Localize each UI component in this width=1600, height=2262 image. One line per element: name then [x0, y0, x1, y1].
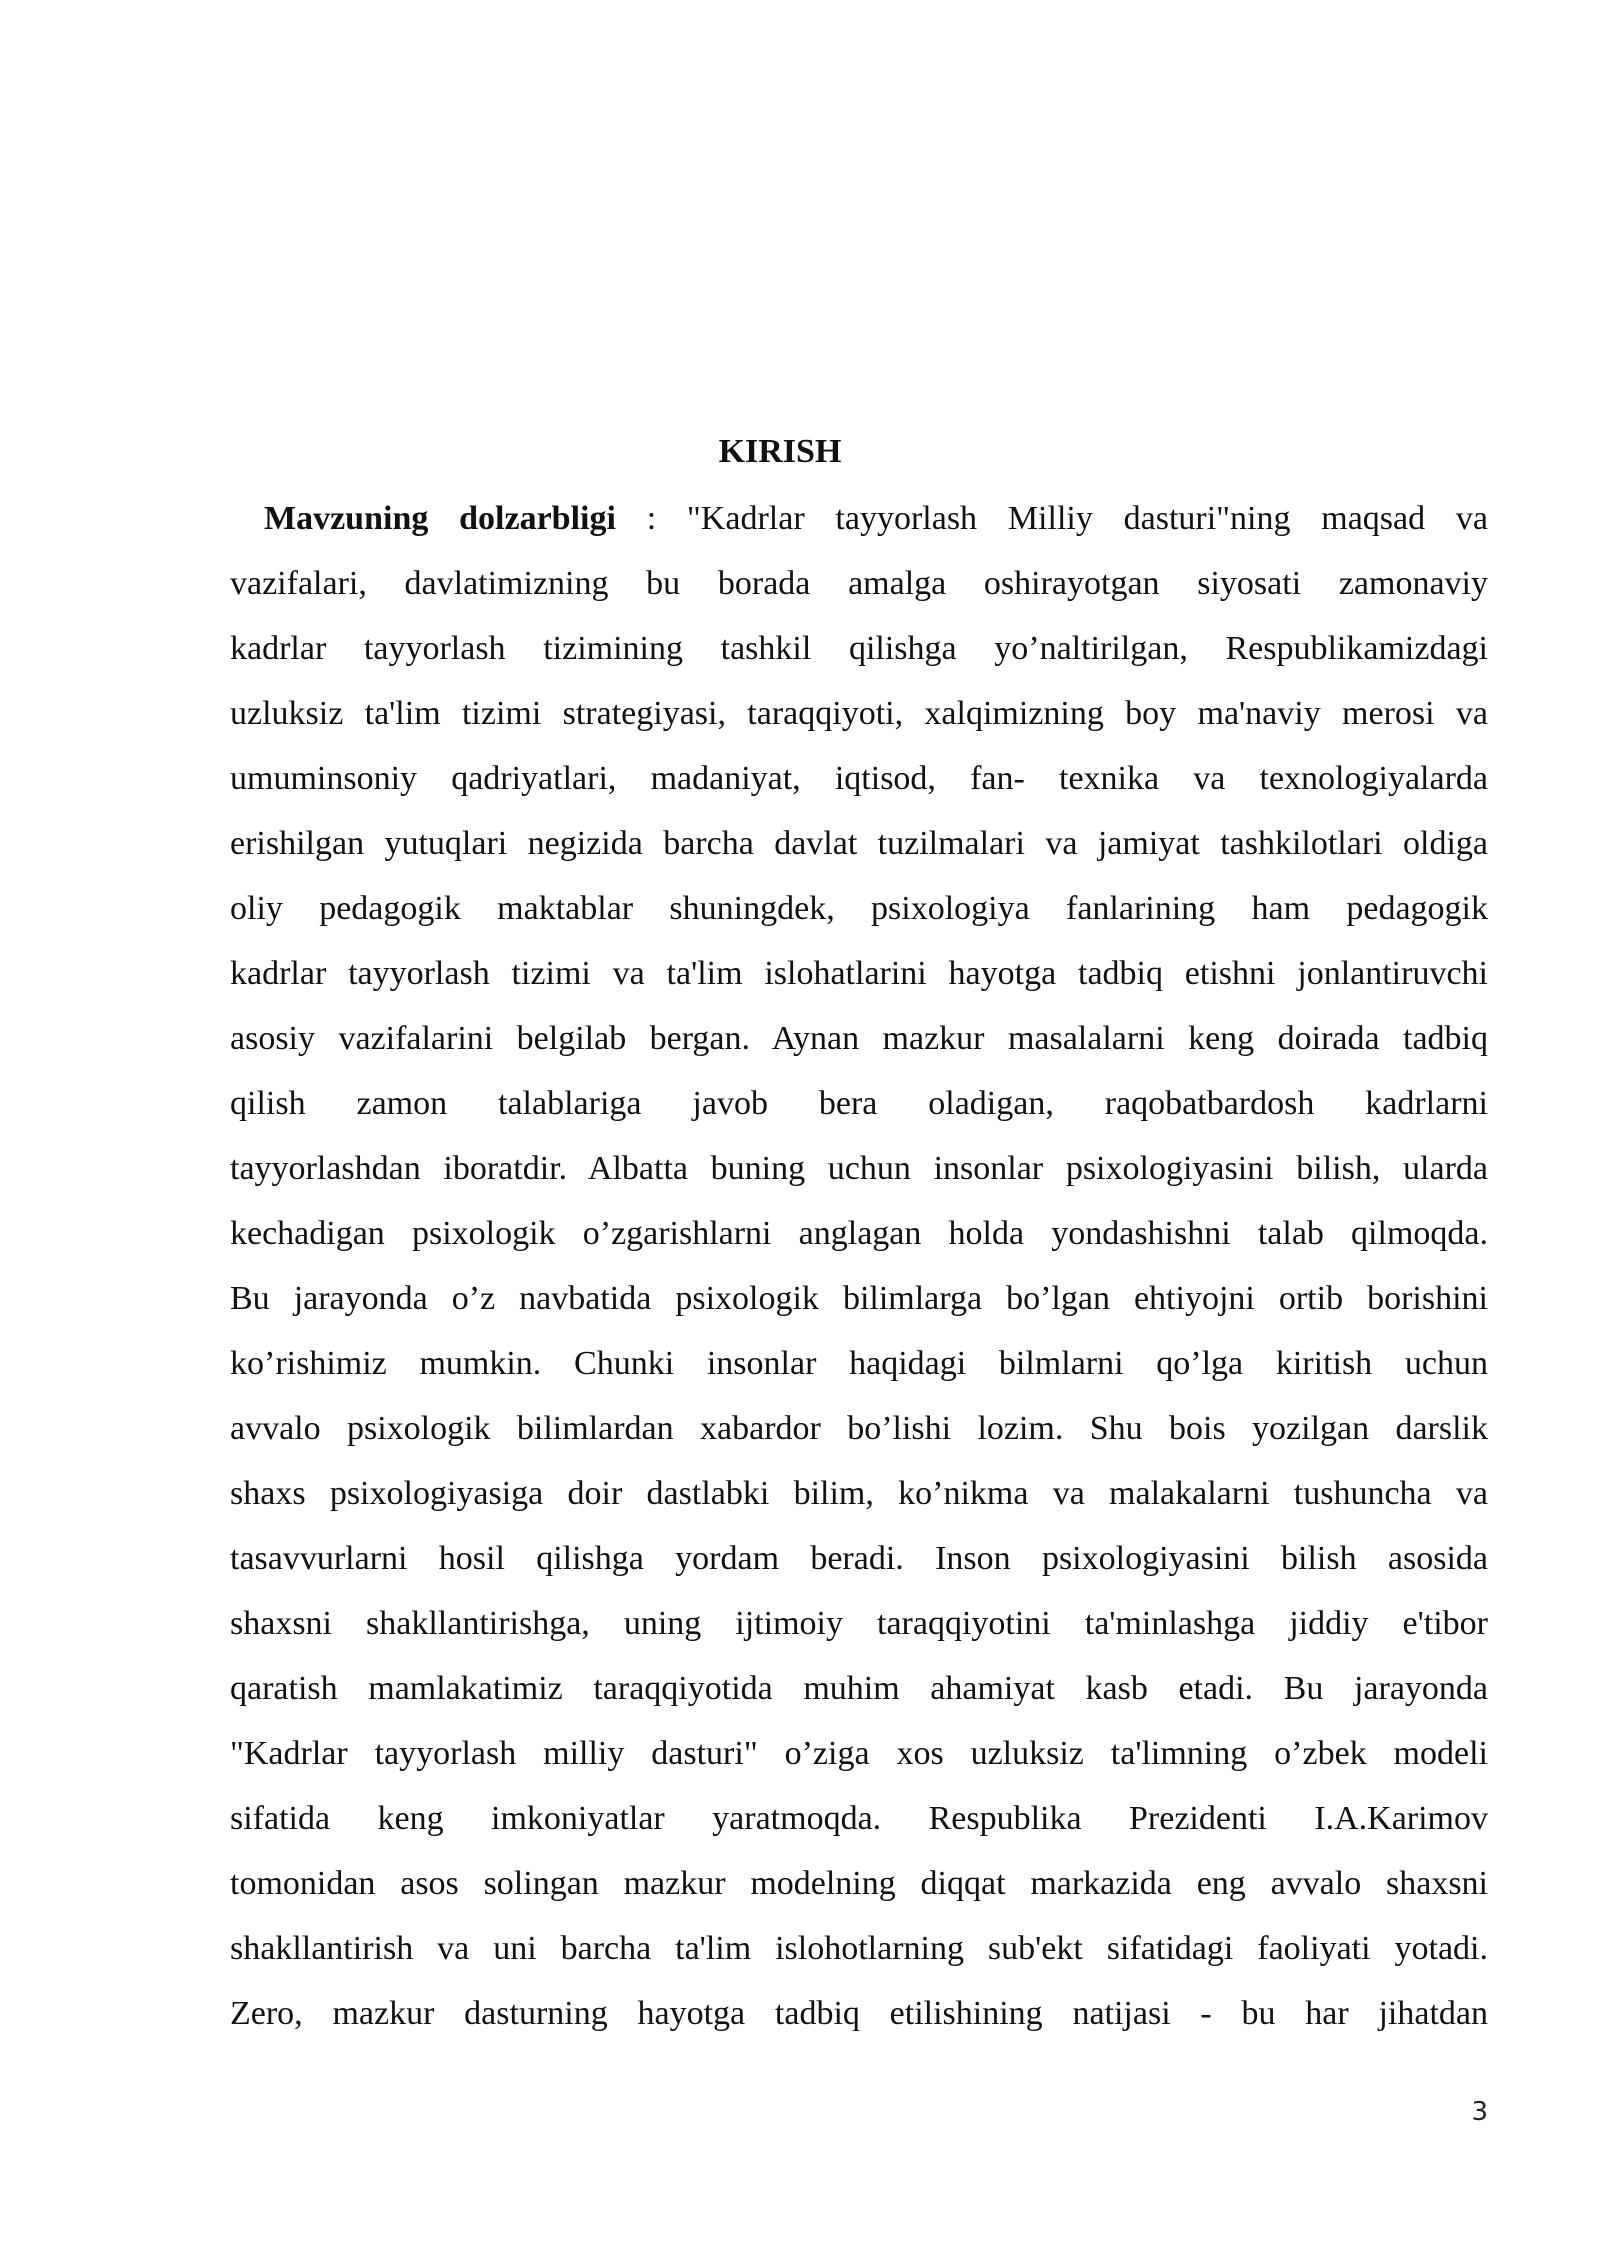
lead-phrase: Mavzuning dolzarbligi: [264, 500, 616, 537]
text-line: Bu jarayonda o’z navbatida psixologik bilimlarga bo’lgan ehtiyojni ortib borishini: [230, 1280, 1488, 1317]
text-line: kechadigan psixologik o’zgarishlarni anglagan holda yondashishni talab qilmoqda.: [230, 1215, 1488, 1252]
text-line: kadrlar tayyorlash tizimi va ta'lim islohatlarini hayotga tadbiq etishni jonlantiruvchi: [230, 955, 1488, 992]
text-line: tasavvurlarni hosil qilishga yordam beradi. Inson psixologiyasini bilish asosida: [230, 1540, 1488, 1577]
paragraph-first-line: [230, 486, 1488, 551]
text-line: shaxs psixologiyasiga doir dastlabki bilim, ko’nikma va malakalarni tushuncha va: [230, 1475, 1488, 1512]
text-line: qaratish mamlakatimiz taraqqiyotida muhim ahamiyat kasb etadi. Bu jarayonda: [230, 1670, 1488, 1707]
text-line: vazifalari, davlatimizning bu borada amalga oshirayotgan siyosati zamonaviy: [230, 565, 1488, 602]
text-line: shakllantirish va uni barcha ta'lim islohotlarning sub'ekt sifatidagi faoliyati yotadi.: [230, 1930, 1488, 1967]
page-number: 3: [1471, 2097, 1488, 2127]
text-line: avvalo psixologik bilimlardan xabardor bo’lishi lozim. Shu bois yozilgan darslik: [230, 1410, 1488, 1447]
lead-rest: : "Kadrlar tayyorlash Milliy dasturi"ning maqsad va: [615, 500, 1488, 537]
body-paragraph: [230, 486, 1488, 2046]
text-line: tayyorlashdan iboratdir. Albatta buning uchun insonlar psixologiyasini bilish, ularda: [230, 1150, 1488, 1187]
text-line: shaxsni shakllantirishga, uning ijtimoiy taraqqiyotini ta'minlashga jiddiy e'tibor: [230, 1605, 1488, 1642]
text-line: tomonidan asos solingan mazkur modelning diqqat markazida eng avvalo shaxsni: [230, 1865, 1488, 1902]
section-heading: KIRISH: [718, 433, 842, 470]
text-line: kadrlar tayyorlash tizimining tashkil qilishga yo’naltirilgan, Respublikamizdagi: [230, 630, 1488, 667]
text-line: erishilgan yutuqlari negizida barcha davlat tuzilmalari va jamiyat tashkilotlari oldiga: [230, 825, 1488, 862]
text-line: Zero, mazkur dasturning hayotga tadbiq etilishining natijasi - bu har jihatdan: [230, 1995, 1488, 2032]
text-line: "Kadrlar tayyorlash milliy dasturi" o’ziga xos uzluksiz ta'limning o’zbek modeli: [230, 1735, 1488, 1772]
text-line: asosiy vazifalarini belgilab bergan. Aynan mazkur masalalarni keng doirada tadbiq: [230, 1020, 1488, 1057]
text-line: sifatida keng imkoniyatlar yaratmoqda. Respublika Prezidenti I.A.Karimov: [230, 1800, 1488, 1837]
text-line: oliy pedagogik maktablar shuningdek, psixologiya fanlarining ham pedagogik: [230, 890, 1488, 927]
text-line: qilish zamon talablariga javob bera oladigan, raqobatbardosh kadrlarni: [230, 1085, 1488, 1122]
text-line: uzluksiz ta'lim tizimi strategiyasi, taraqqiyoti, xalqimizning boy ma'naviy merosi va: [230, 695, 1488, 732]
text-line: ko’rishimiz mumkin. Chunki insonlar haqidagi bilmlarni qo’lga kiritish uchun: [230, 1345, 1488, 1382]
text-line: umuminsoniy qadriyatlari, madaniyat, iqtisod, fan- texnika va texnologiyalarda: [230, 760, 1488, 797]
